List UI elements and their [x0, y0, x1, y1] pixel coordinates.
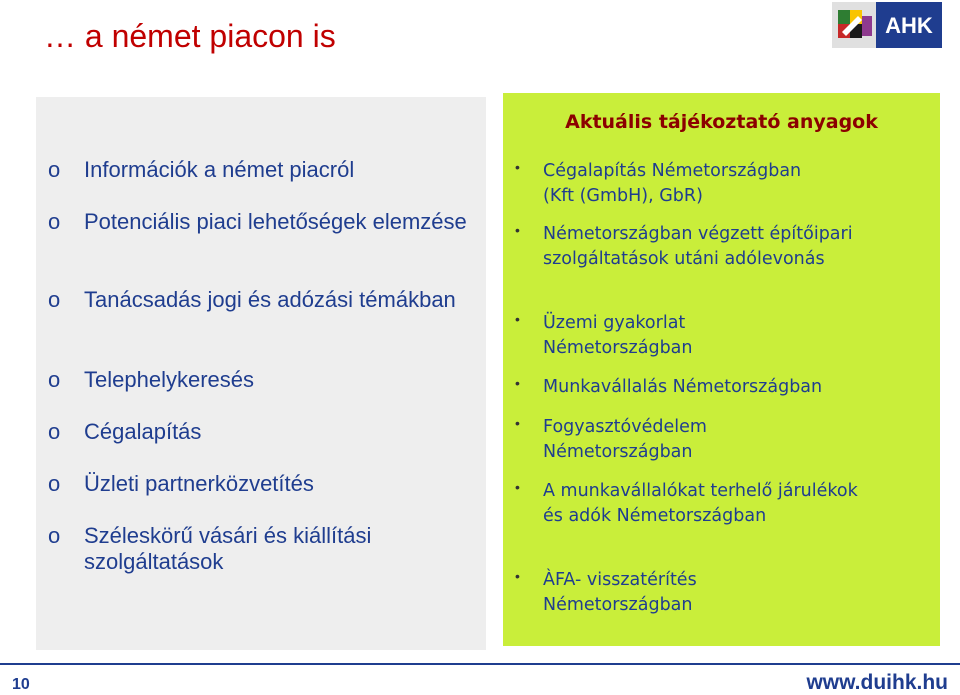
- list-item-text: Cégalapítás Németországban: [543, 161, 802, 181]
- list-bullet: o: [48, 287, 61, 312]
- info-materials-panel: [503, 93, 940, 646]
- logo-text: AHK: [885, 13, 933, 38]
- list-bullet: •: [515, 375, 520, 391]
- list-bullet: •: [515, 222, 520, 238]
- services-panel: [36, 97, 486, 650]
- list-bullet: o: [48, 157, 61, 182]
- page-number: 10: [12, 676, 30, 693]
- list-bullet: •: [515, 159, 520, 175]
- list-item-text: Németországban végzett építőipari szolgáltatások utáni adólevonás: [543, 224, 853, 269]
- list-item-text: Munkavállalás Németországban: [543, 377, 823, 397]
- list-item-text: Széleskörű vásári és kiállítási szolgáltatások: [84, 523, 372, 574]
- ahk-logo: [832, 2, 942, 48]
- list-item-subtext: (Kft (GmbH), GbR): [543, 186, 703, 206]
- list-item-text: A munkavállalókat terhelő járulékok és adók Németországban: [543, 481, 858, 526]
- panel-heading: Aktuális tájékoztató anyagok: [565, 111, 878, 133]
- list-bullet: •: [515, 479, 520, 495]
- list-item-text: Tanácsadás jogi és adózási témákban: [84, 287, 456, 312]
- list-item-text: Cégalapítás: [84, 419, 202, 444]
- list-bullet: o: [48, 523, 61, 548]
- list-item-text: Potenciális piaci lehetőségek elemzése: [84, 209, 467, 234]
- list-bullet: •: [515, 568, 520, 584]
- footer-url-link[interactable]: www.duihk.hu: [806, 671, 948, 694]
- list-bullet: o: [48, 419, 61, 444]
- list-item-text: Fogyasztóvédelem Németországban: [543, 417, 707, 462]
- list-item-text: Üzleti partnerközvetítés: [84, 471, 314, 496]
- list-bullet: •: [515, 415, 520, 431]
- slide-title: … a német piacon is: [44, 18, 336, 54]
- list-bullet: o: [48, 471, 61, 496]
- list-bullet: o: [48, 209, 61, 234]
- list-bullet: •: [515, 311, 520, 327]
- footer-divider: [0, 663, 960, 665]
- list-item-text: Információk a német piacról: [84, 157, 355, 182]
- list-item-text: Telephelykeresés: [84, 367, 254, 392]
- list-bullet: o: [48, 367, 61, 392]
- list-item-text: ÀFA- visszatérítés Németországban: [543, 570, 697, 615]
- list-item-text: Üzemi gyakorlat Németországban: [543, 313, 693, 358]
